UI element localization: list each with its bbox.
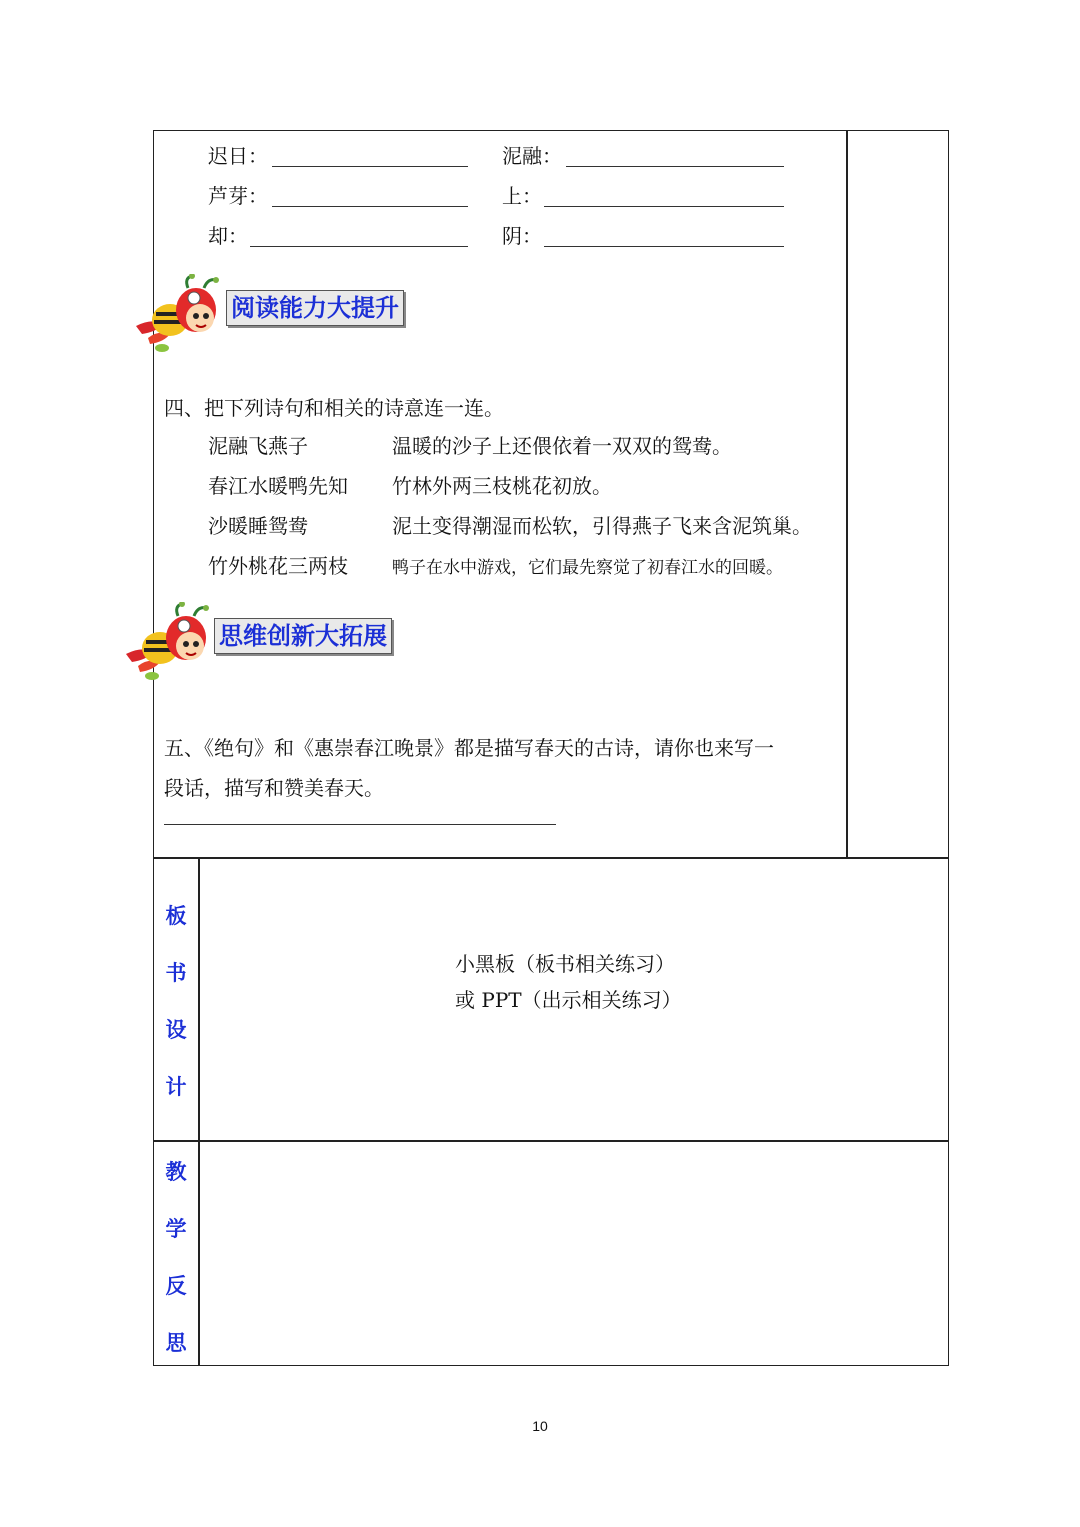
vocab-chiri-blank[interactable]: [272, 166, 468, 167]
section4-heading: 四、把下列诗句和相关的诗意连一连。: [164, 396, 504, 420]
page-number: 10: [532, 1418, 548, 1434]
poem-line-1[interactable]: 泥融飞燕子: [208, 434, 308, 458]
poem-line-4[interactable]: 竹外桃花三两枝: [208, 554, 348, 578]
reflection-label-char: 反: [165, 1273, 187, 1298]
poem-line-3[interactable]: 沙暖睡鸳鸯: [208, 514, 308, 538]
section5-line-1: 五、《绝句》和《惠崇春江晚景》都是描写春天的古诗，请你也来写一: [164, 736, 774, 760]
section5-line-2: 段话，描写和赞美春天。: [164, 776, 384, 800]
board-label-char: 板: [165, 903, 187, 928]
poem-line-2[interactable]: 春江水暖鸭先知: [208, 474, 348, 498]
board-design-label: [161, 900, 191, 1128]
banner-thinking-text: 思维创新大拓展: [219, 621, 387, 650]
board-label-char: 书: [165, 960, 187, 985]
poem-meaning-2[interactable]: 竹林外两三枝桃花初放。: [392, 474, 612, 498]
right-column-divider: [846, 130, 848, 857]
section-banner-thinking: [214, 618, 392, 654]
board-content-line-1: 小黑板（板书相关练习）: [455, 952, 675, 976]
vocab-nirong-label: 泥融：: [502, 144, 562, 168]
vocab-que-label: 却：: [208, 224, 248, 248]
bee-mascot-icon: [124, 602, 214, 682]
vocab-luya-label: 芦芽：: [208, 184, 268, 208]
vocab-que-blank[interactable]: [250, 246, 468, 247]
vocab-yin-label: 阴：: [502, 224, 542, 248]
reflection-content-area[interactable]: [200, 1142, 947, 1364]
poem-meaning-3[interactable]: 泥土变得潮湿而松软，引得燕子飞来含泥筑巢。: [392, 514, 812, 538]
vocab-chiri-label: 迟日：: [208, 144, 268, 168]
banner-reading-text: 阅读能力大提升: [231, 293, 399, 322]
row-divider-board: [153, 857, 949, 859]
reflection-label-char: 学: [165, 1216, 187, 1241]
board-label-char: 设: [165, 1017, 187, 1042]
board-content-line-2: 或 PPT（出示相关练习）: [455, 988, 682, 1012]
reflection-label-char: 教: [165, 1159, 187, 1184]
section5-answer-blank[interactable]: [164, 824, 556, 825]
poem-meaning-4[interactable]: 鸭子在水中游戏，它们最先察觉了初春江水的回暖。: [392, 558, 783, 578]
poem-meaning-1[interactable]: 温暖的沙子上还偎依着一双双的鸳鸯。: [392, 434, 732, 458]
vocab-nirong-blank[interactable]: [566, 166, 784, 167]
vocab-shang-label: 上：: [502, 184, 542, 208]
bee-mascot-icon: [134, 274, 224, 354]
reflection-label-char: 思: [165, 1330, 187, 1355]
board-label-char: 计: [165, 1074, 187, 1099]
section-banner-reading: [226, 290, 404, 326]
vocab-luya-blank[interactable]: [272, 206, 468, 207]
reflection-label: [161, 1156, 191, 1384]
vocab-shang-blank[interactable]: [544, 206, 784, 207]
vocab-yin-blank[interactable]: [544, 246, 784, 247]
